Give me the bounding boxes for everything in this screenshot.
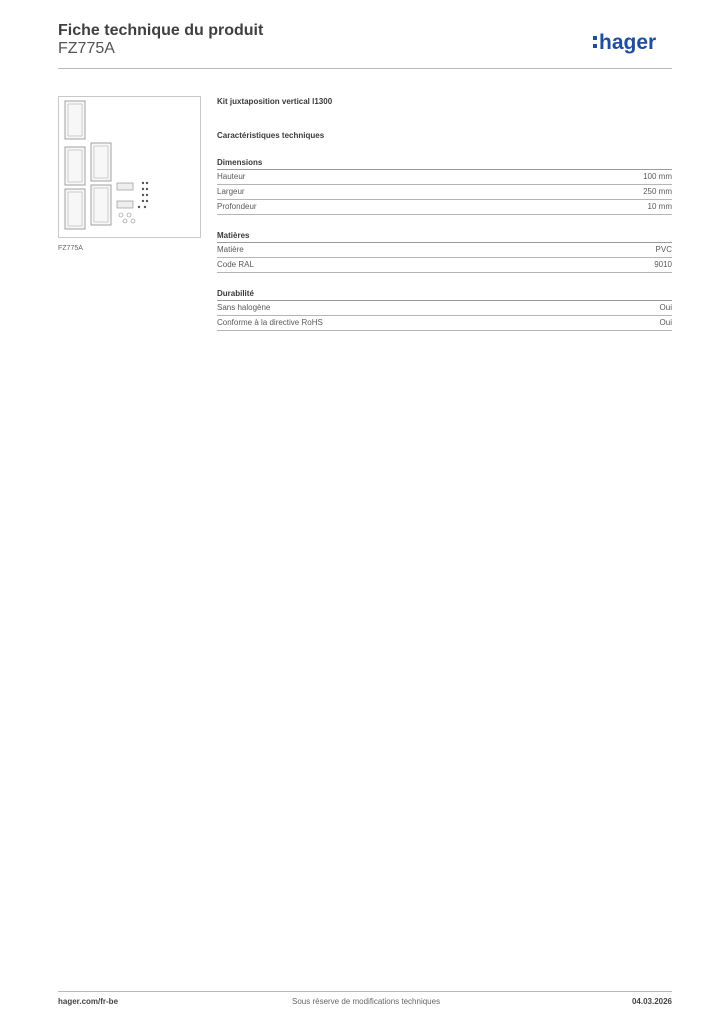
spec-row-halogen-free: [217, 301, 672, 316]
spec-row-width: [217, 185, 672, 200]
spec-value: 9010: [654, 260, 672, 269]
footer-notice: Sous réserve de modifications techniques: [292, 997, 441, 1006]
spec-label: Code RAL: [217, 260, 254, 269]
technical-sheet: [217, 96, 672, 331]
group-dimensions: [217, 156, 672, 215]
header-divider: [58, 68, 672, 69]
characteristics-heading: Caractéristiques techniques: [217, 131, 325, 140]
spec-label: Matière: [217, 245, 244, 254]
hager-logo: [592, 26, 672, 58]
document-title: Fiche technique du produit: [58, 22, 264, 39]
group-materials: [217, 229, 672, 273]
spec-row-height: [217, 170, 672, 185]
spec-label: Conforme à la directive RoHS: [217, 318, 323, 327]
group-title: Dimensions: [217, 156, 672, 170]
website-link[interactable]: hager.com/fr-be: [58, 997, 119, 1006]
spec-label: Profondeur: [217, 202, 257, 211]
spec-row-depth: [217, 200, 672, 215]
footer-date: 04.03.2026: [631, 997, 672, 1006]
spec-value: 250 mm: [643, 187, 672, 196]
page-header: [58, 20, 672, 68]
spec-value: Oui: [659, 303, 672, 312]
footer-divider: [58, 991, 672, 992]
spec-label: Hauteur: [217, 172, 246, 181]
spec-value: 100 mm: [643, 172, 672, 181]
group-durability: [217, 287, 672, 331]
product-reference: FZ775A: [58, 40, 115, 57]
logo-text: hager: [599, 31, 657, 54]
image-caption: FZ775A: [58, 245, 83, 252]
spec-value: PVC: [655, 245, 672, 254]
spec-value: 10 mm: [647, 202, 672, 211]
spec-label: Sans halogène: [217, 303, 271, 312]
group-title: Durabilité: [217, 287, 672, 301]
product-illustration: [59, 97, 200, 237]
product-name: Kit juxtaposition vertical l1300: [217, 97, 333, 106]
group-title: Matières: [217, 229, 672, 243]
spec-value: Oui: [659, 318, 672, 327]
product-image: [58, 96, 201, 238]
spec-label: Largeur: [217, 187, 245, 196]
spec-row-ral-code: [217, 258, 672, 273]
spec-row-material: [217, 243, 672, 258]
spec-row-rohs: [217, 316, 672, 331]
